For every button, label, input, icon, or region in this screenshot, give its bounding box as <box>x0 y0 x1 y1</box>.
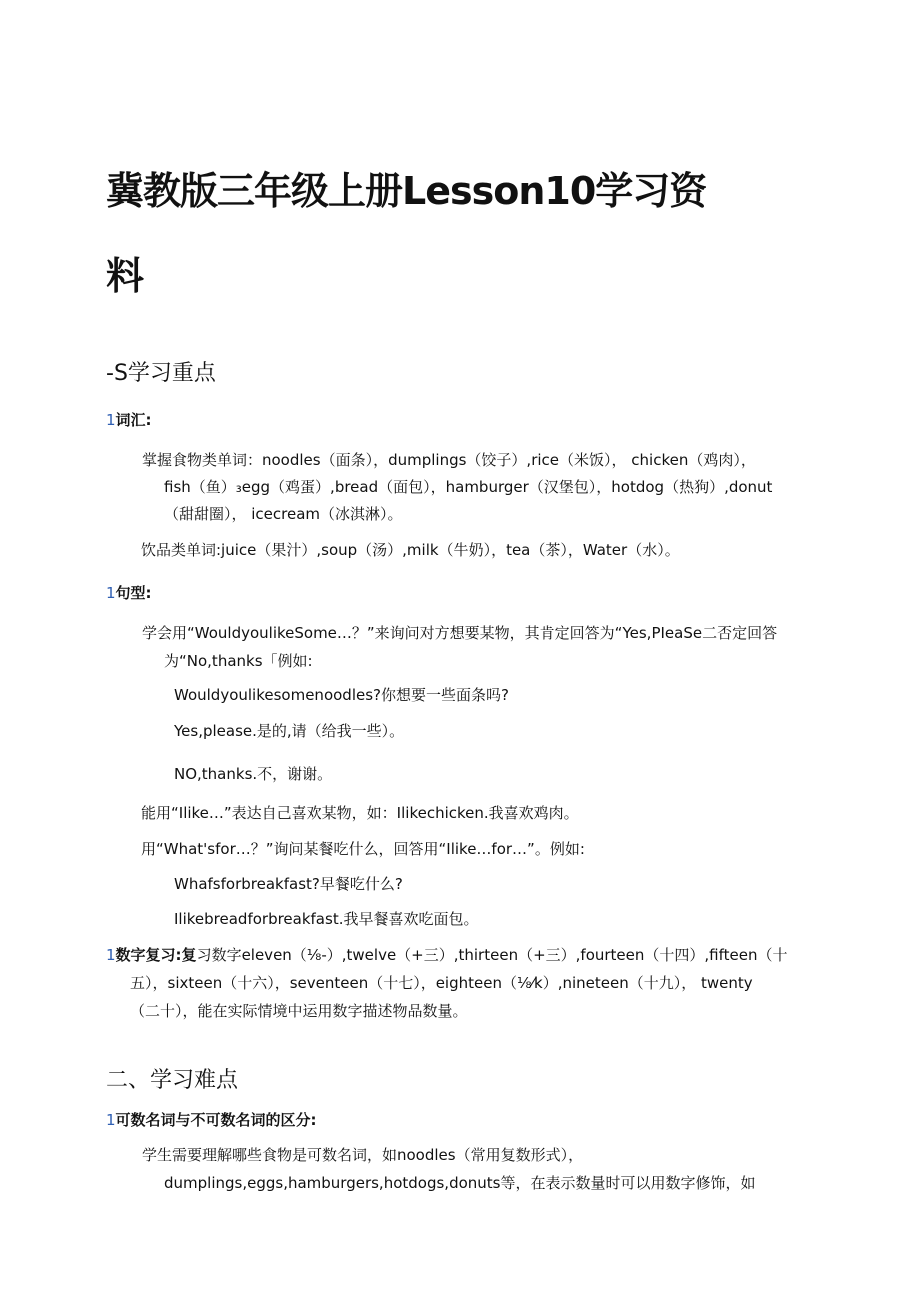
food-words-line-3: （甜甜圈）， icecream（冰淇淋）。 <box>164 505 403 523</box>
food-words-line-1: 掌握食物类单词：noodles（面条），dumplings（饺子）,rice（米饭）， chicken（鸡肉）， <box>142 451 756 469</box>
i-like-line: 能用“Ilike…”表达自己喜欢某物，如：Ilikechicken.我喜欢鸡肉。 <box>141 804 579 822</box>
numbers-line-1 <box>106 944 787 965</box>
countable-line-1: 学生需要理解哪些食物是可数名词，如noodles（常用复数形式）， <box>142 1146 584 1164</box>
numbers-label-2: 复 <box>181 946 197 964</box>
page-title: 冀教版三年级上册Lesson10学习资 <box>106 169 707 213</box>
countable-heading <box>106 1109 317 1130</box>
countable-line-2: dumplings,eggs,hamburgers,hotdogs,donuts等，在表示数量时可以用数字修饰，如 <box>164 1174 756 1192</box>
vocab-heading <box>106 409 152 430</box>
sentence-number: 1 <box>106 584 116 602</box>
page-title-continued: 料 <box>106 254 144 298</box>
countable-number: 1 <box>106 1111 116 1129</box>
numbers-number: 1 <box>106 946 116 964</box>
food-words-line-2: fish（鱼）₃egg（鸡蛋）,bread（面包），hamburger（汉堡包），hotdog（热狗）,donut <box>164 478 773 496</box>
countable-label: 可数名词与不可数名词的区分: <box>115 1111 317 1129</box>
sentence-label: 句型: <box>115 584 152 602</box>
section-heading-difficulties: 二、学习难点 <box>106 1068 239 1093</box>
would-you-like-line-2: 为“No,thanks「例如: <box>164 652 313 670</box>
would-you-like-line-1: 学会用“WouldyoulikeSome…？”来询问对方想要某物，其肯定回答为“Yes,PIeaSe二否定回答 <box>142 624 778 642</box>
example-question: Wouldyoulikesomenoodles?你想要一些面条吗? <box>174 686 509 704</box>
example-yes: Yes,please.是的,请（给我一些）。 <box>174 722 405 740</box>
example-breakfast-question: Whafsforbreakfast?早餐吃什么? <box>174 875 403 893</box>
numbers-line-3: （二十），能在实际情境中运用数字描述物品数量。 <box>130 1002 468 1020</box>
example-no: NO,thanks.不，谢谢。 <box>174 765 333 783</box>
numbers-text-1: 习数字eleven（⅛-）,twelve（+三）,thirteen（+三）,fourteen（十四）,fifteen（十 <box>196 946 788 964</box>
whats-for-line: 用“What'sfor…？”询问某餐吃什么，回答用“Ilike…for…”。例如: <box>141 840 585 858</box>
vocab-number: 1 <box>106 411 116 429</box>
section-heading-focus: -S学习重点 <box>106 361 216 386</box>
vocab-label: 词汇: <box>115 411 152 429</box>
sentence-heading <box>106 582 152 603</box>
numbers-label: 数字复习: <box>115 946 182 964</box>
numbers-line-2: 五），sixteen（十六），seventeen（十七），eighteen（⅛⁄k）,nineteen（十九）， twenty <box>130 974 753 992</box>
example-breakfast-answer: Ilikebreadforbreakfast.我早餐喜欢吃面包。 <box>174 910 479 928</box>
drink-words-line: 饮品类单词:juice（果汁）,soup（汤）,milk（牛奶），tea（茶），Water（水）。 <box>141 541 680 559</box>
